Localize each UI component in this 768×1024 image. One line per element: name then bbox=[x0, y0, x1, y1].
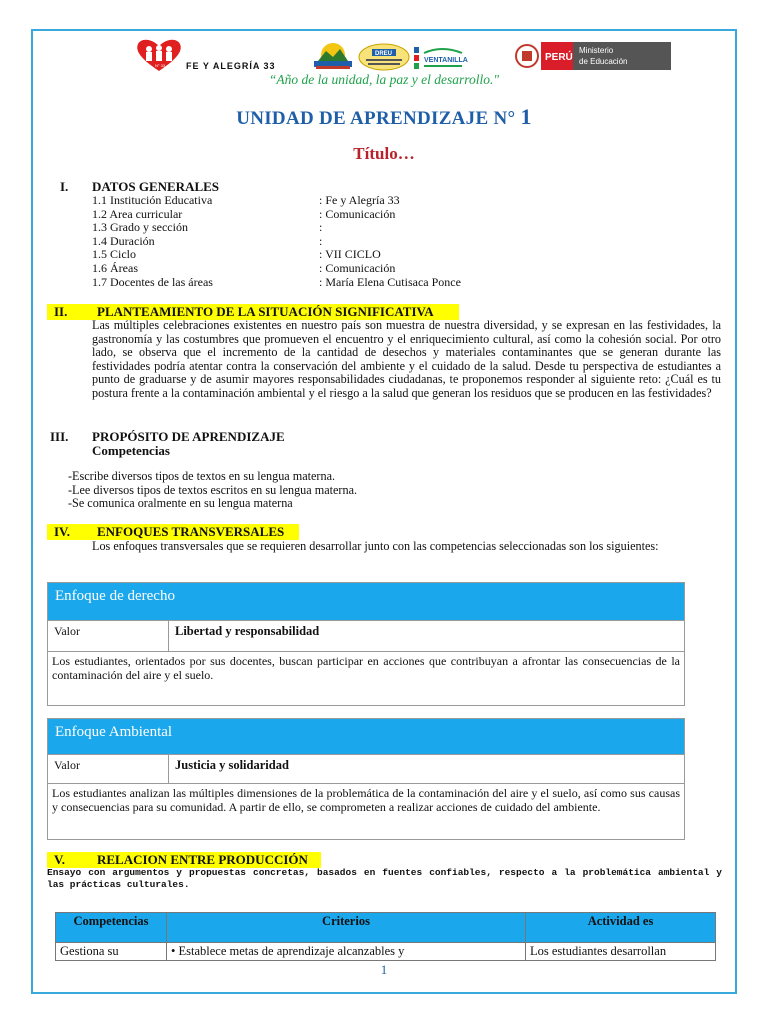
dg-label: 1.3 Grado y sección bbox=[92, 220, 188, 235]
situacion-text: Las múltiples celebraciones existentes en nuestro país son muestra de nuestra diversidad, y se expresan en las festividades, la gastronomía y las costumbres que promueven el encuentro y el enriquecimiento cultural, así como la cohesión social. Por otro lado, se observa que el incremento de la cantidad de desechos y materiales contaminantes que se generan durante las festividades podría atentar contra la conservación del ambiente y el cuidado de la salud. Desde tu perspectiva de estudiantes a punto de graduarse y de asumir mayores responsabilidades ciudadanas, te proponemos responder al siguiente reto: ¿Cuál es tu postura frente a la contaminación ambiental y el riesgo a la salud que generan los residuos que se producen en las festividades? bbox=[92, 318, 721, 400]
dg-value: : María Elena Cutisaca Ponce bbox=[319, 274, 461, 289]
dg-label: 1.7 Docentes de las áreas bbox=[92, 274, 213, 289]
section5-number: V. bbox=[54, 852, 65, 867]
section4-heading bbox=[47, 524, 299, 540]
dg-value: : Fe y Alegría 33 bbox=[319, 193, 400, 207]
section4-number: IV. bbox=[54, 524, 71, 539]
peru-text: PERÚ bbox=[545, 52, 573, 63]
datos-generales-row bbox=[92, 208, 512, 222]
dg-value: : bbox=[319, 220, 323, 235]
ugel-logo bbox=[308, 41, 358, 71]
dg-value: : Comunicación bbox=[319, 260, 396, 275]
page-number: 1 bbox=[380, 962, 388, 977]
datos-generales-row bbox=[92, 221, 512, 235]
datos-generales-row bbox=[92, 235, 512, 249]
section3-subtitle: Competencias bbox=[92, 443, 170, 458]
section5-title: RELACION ENTRE PRODUCCIÓN bbox=[97, 852, 308, 867]
enfoque-derecho-valor-row bbox=[48, 621, 684, 652]
section3-title: PROPÓSITO DE APRENDIZAJE bbox=[92, 429, 285, 444]
dg-value: : bbox=[319, 233, 323, 248]
competencia-item: -Escribe diversos tipos de textos en su lengua materna. bbox=[68, 469, 336, 483]
dg-value: : Comunicación bbox=[319, 206, 396, 221]
logo-text: FE Y ALEGRÍA 33 bbox=[186, 61, 276, 71]
ministry-text-line2: de Educación bbox=[579, 57, 628, 66]
enfoque-derecho-box bbox=[47, 582, 685, 706]
col-actividades: Actividad es bbox=[526, 913, 716, 943]
dreu-logo bbox=[358, 43, 410, 71]
competencia-item: -Se comunica oralmente en su lengua materna bbox=[68, 496, 293, 511]
competencias-list bbox=[68, 470, 668, 511]
col-competencias: Competencias bbox=[56, 913, 167, 943]
table-cell: Gestiona su bbox=[56, 943, 167, 961]
enfoque-ambiental-box bbox=[47, 718, 685, 840]
section2-title: PLANTEAMIENTO DE LA SITUACIÓN SIGNIFICATIVA bbox=[97, 304, 434, 319]
ministry-text-line1: Ministerio bbox=[579, 46, 614, 55]
motto: “Año de la unidad, la paz y el desarrollo." bbox=[268, 72, 500, 87]
valor-value: Libertad y responsabilidad bbox=[175, 624, 320, 638]
dg-value: : VII CICLO bbox=[319, 247, 381, 262]
enfoques-intro: Los enfoques transversales que se requieren desarrollar junto con las competencias seleccionadas son los siguientes: bbox=[92, 539, 659, 553]
section1-number: I. bbox=[60, 179, 69, 194]
ventanilla-logo bbox=[412, 45, 468, 71]
datos-generales-row bbox=[92, 248, 512, 262]
valor-label: Valor bbox=[48, 621, 169, 651]
enfoque-ambiental-title: Enfoque Ambiental bbox=[48, 719, 684, 755]
enfoque-derecho-desc: Los estudiantes, orientados por sus docentes, buscan participar en acciones que contribuyan a afrontar las consecuencias de la contaminación del aire y el suelo. bbox=[52, 654, 680, 682]
enfoque-derecho-title: Enfoque de derecho bbox=[48, 583, 684, 621]
col-criterios: Criterios bbox=[167, 913, 526, 943]
datos-generales-row bbox=[92, 194, 512, 208]
valor-value: Justicia y solidaridad bbox=[175, 758, 289, 772]
table-header-row bbox=[56, 913, 716, 943]
table-cell: • Establece metas de aprendizaje alcanzables y bbox=[167, 943, 526, 961]
section5-heading bbox=[47, 852, 321, 868]
datos-generales-row bbox=[92, 262, 512, 276]
section4-title: ENFOQUES TRANSVERSALES bbox=[97, 524, 285, 539]
page-title bbox=[0, 104, 768, 130]
section2-number: II. bbox=[54, 304, 68, 319]
page-subtitle: Título… bbox=[353, 144, 415, 163]
competencias-table bbox=[55, 912, 716, 961]
logo-small-text: N° 33 bbox=[155, 63, 166, 68]
enfoque-ambiental-desc: Los estudiantes analizan las múltiples dimensiones de la problemática de la contaminación del aire y el suelo, así como sus causas y consecuencias para su comunidad. A partir de ello, se comprometen a realizar acciones de cuidado del ambiente. bbox=[52, 786, 680, 814]
competencia-item: -Lee diversos tipos de textos escritos en su lengua materna. bbox=[68, 482, 358, 497]
enfoque-ambiental-valor-row bbox=[48, 755, 684, 784]
dg-label: 1.4 Duración bbox=[92, 233, 155, 248]
section1-title: DATOS GENERALES bbox=[92, 179, 220, 194]
title-number: 1 bbox=[520, 104, 532, 129]
page-border bbox=[31, 29, 737, 994]
valor-label: Valor bbox=[48, 755, 169, 783]
ventanilla-text: VENTANILLA bbox=[424, 57, 468, 64]
dreu-text: DREU bbox=[375, 51, 393, 57]
title-main: UNIDAD DE APRENDIZAJE N° bbox=[236, 108, 516, 129]
produccion-text: Ensayo con argumentos y propuestas concretas, basados en fuentes confiables, respecto a la problemática ambiental y las prácticas culturales. bbox=[47, 867, 722, 890]
datos-generales-list bbox=[92, 194, 512, 289]
datos-generales-row bbox=[92, 276, 512, 290]
dg-label: 1.5 Ciclo bbox=[92, 247, 136, 262]
fe-y-alegria-logo bbox=[133, 37, 185, 73]
table-cell: Los estudiantes desarrollan bbox=[526, 943, 716, 961]
dg-label: 1.1 Institución Educativa bbox=[92, 193, 213, 207]
section3-number: III. bbox=[50, 429, 69, 444]
peru-minedu-logo bbox=[513, 42, 673, 70]
table-row bbox=[56, 943, 716, 961]
dg-label: 1.2 Area curricular bbox=[92, 206, 183, 221]
dg-label: 1.6 Áreas bbox=[92, 260, 138, 275]
